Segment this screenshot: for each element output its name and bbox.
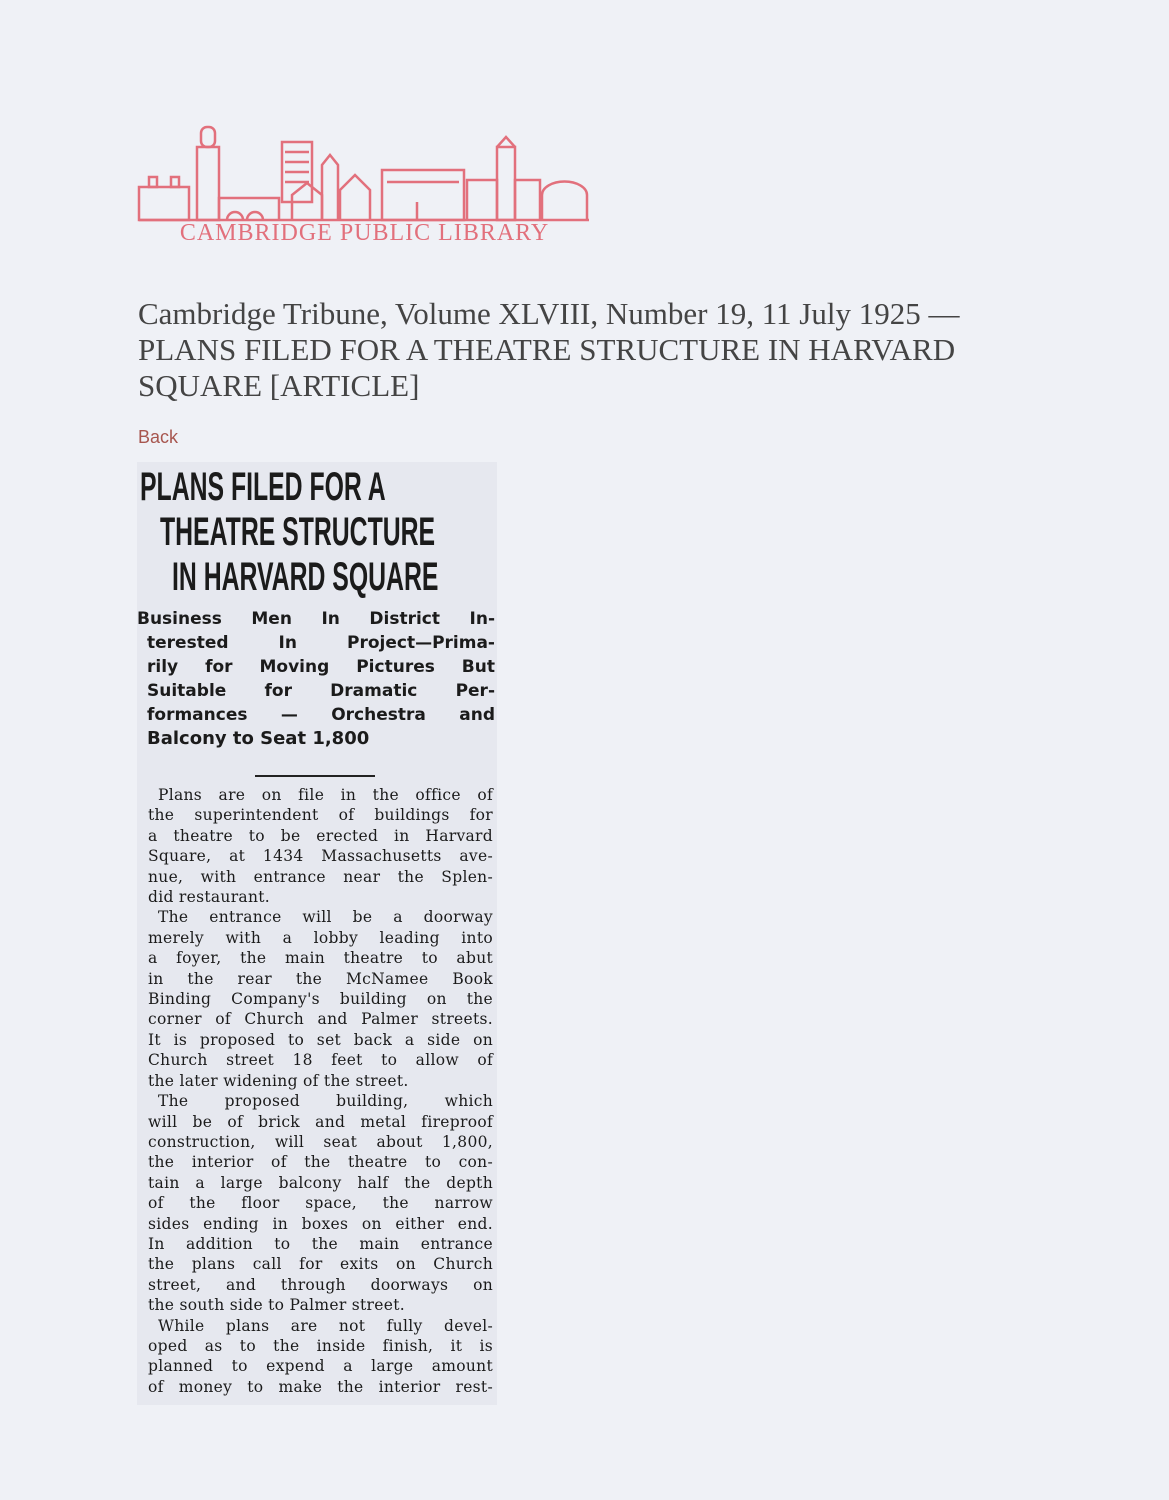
- article-body-line: will be of brick and metal fireproof: [148, 1112, 493, 1131]
- article-body-line: Binding Company's building on the: [148, 990, 493, 1009]
- page-title: Cambridge Tribune, Volume XLVIII, Number 19, 11 July 1925 — PLANS FILED FOR A THEATRE STRUCTURE IN HARVARD SQUARE [ARTICLE]: [138, 296, 960, 403]
- article-body-line: The entrance will be a doorway: [158, 908, 493, 927]
- article-body-line: the plans call for exits on Church: [148, 1255, 493, 1274]
- subheadline: [137, 607, 495, 751]
- article-body-line: the later widening of the street.: [148, 1071, 409, 1090]
- headline-line: PLANS FILED FOR A: [140, 465, 386, 509]
- article-body-line: in the rear the McNamee Book: [148, 969, 493, 988]
- article-body-line: a theatre to be erected in Harvard: [148, 826, 493, 845]
- logo-text: CAMBRIDGE PUBLIC LIBRARY: [179, 220, 550, 246]
- article-body-line: The proposed building, which: [158, 1092, 493, 1111]
- article-body-line: Church street 18 feet to allow of: [148, 1051, 493, 1070]
- article-body-line: of money to make the interior rest-: [148, 1377, 493, 1396]
- article-body-line: While plans are not fully devel-: [158, 1316, 493, 1335]
- article-body-line: sides ending in boxes on either end.: [148, 1214, 493, 1233]
- article-body-line: nue, with entrance near the Splen-: [148, 867, 493, 886]
- article-body: [148, 785, 493, 1397]
- article-body-line: a foyer, the main theatre to abut: [148, 949, 493, 968]
- subheadline-line: terested In Project—Prima-: [147, 633, 495, 653]
- article-body-line: oped as to the inside finish, it is: [148, 1336, 493, 1355]
- article-body-line: corner of Church and Palmer streets.: [148, 1010, 493, 1029]
- subheadline-line: Business Men In District In-: [137, 609, 495, 629]
- article-body-line: the interior of the theatre to con-: [148, 1153, 493, 1172]
- cambridge-public-library-logo[interactable]: [137, 122, 592, 252]
- headline-line: THEATRE STRUCTURE: [160, 510, 436, 554]
- subheadline-line: Suitable for Dramatic Per-: [147, 681, 495, 701]
- article-body-line: It is proposed to set back a side on: [148, 1030, 493, 1049]
- headline-line: IN HARVARD SQUARE: [172, 555, 439, 599]
- article-body-line: construction, will seat about 1,800,: [148, 1132, 493, 1151]
- article-body-line: the superintendent of buildings for: [148, 806, 493, 825]
- article-body-line: planned to expend a large amount: [148, 1357, 493, 1376]
- subheadline-line: formances — Orchestra and: [147, 705, 495, 725]
- article-body-line: tain a large balcony half the depth: [148, 1173, 493, 1192]
- back-link[interactable]: Back: [138, 427, 179, 447]
- article-body-line: street, and through doorways on: [148, 1275, 493, 1294]
- article-body-line: In addition to the main entrance: [148, 1234, 493, 1253]
- subheadline-line: Balcony to Seat 1,800: [147, 728, 370, 749]
- article-clipping-image: [137, 462, 497, 1405]
- article-body-line: the south side to Palmer street.: [148, 1296, 405, 1315]
- subheadline-line: rily for Moving Pictures But: [147, 657, 495, 677]
- article-body-line: of the floor space, the narrow: [148, 1194, 493, 1213]
- article-body-line: Plans are on file in the office of: [158, 786, 493, 804]
- skyline-logo-graphic: [137, 122, 592, 222]
- article-body-line: merely with a lobby leading into: [148, 928, 493, 947]
- article-body-line: Square, at 1434 Massachusetts ave-: [148, 847, 493, 866]
- article-body-line: did restaurant.: [148, 888, 271, 907]
- divider-rule: [255, 775, 375, 777]
